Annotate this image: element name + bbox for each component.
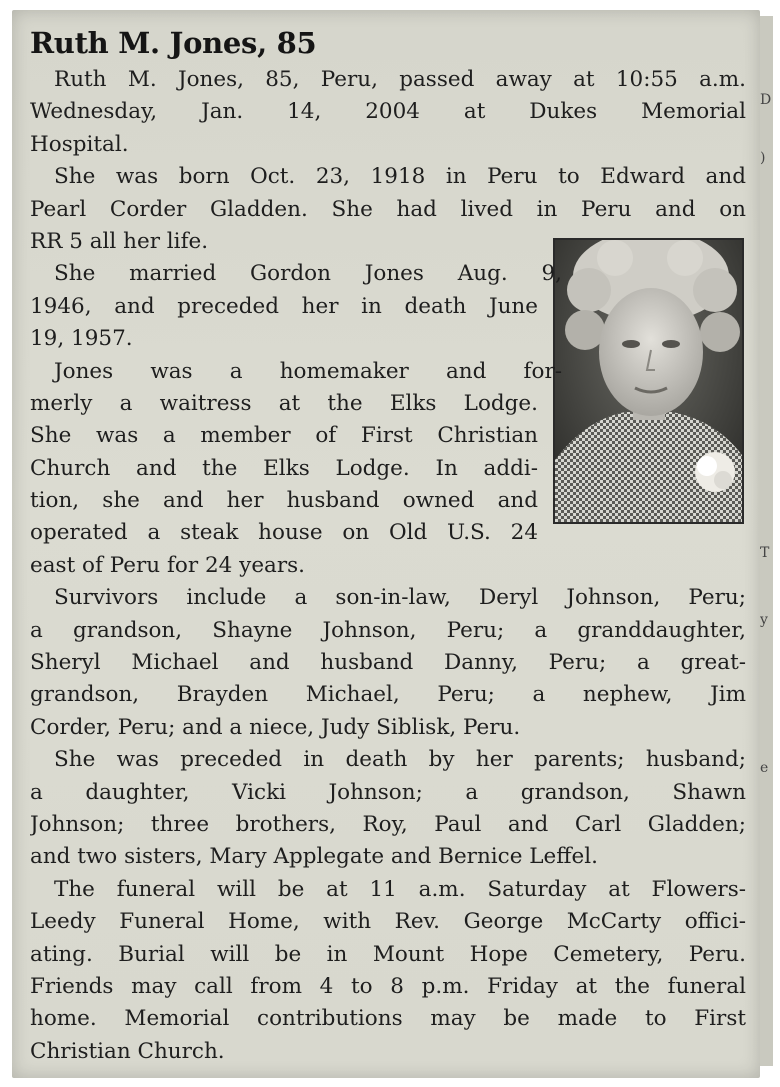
- text-line: tion, she and her husband owned and: [30, 488, 538, 514]
- text-line: Hospital.: [30, 131, 129, 157]
- text-line: Wednesday, Jan. 14, 2004 at Dukes Memorial: [30, 99, 746, 125]
- edge-fragment: e: [760, 760, 769, 776]
- text-line: and two sisters, Mary Applegate and Bernice Leffel.: [30, 844, 598, 870]
- edge-fragment: ): [760, 150, 766, 166]
- text-line: operated a steak house on Old U.S. 24: [30, 520, 538, 546]
- text-line: Sheryl Michael and husband Danny, Peru; a great-: [30, 650, 746, 676]
- text-line: Friends may call from 4 to 8 p.m. Friday at the funeral: [30, 973, 746, 999]
- text-line: ating. Burial will be in Mount Hope Cemetery, Peru.: [30, 941, 746, 967]
- text-line: home. Memorial contributions may be made to First: [30, 1006, 746, 1032]
- obituary-headline: Ruth M. Jones, 85: [30, 26, 317, 60]
- text-line: RR 5 all her life.: [30, 228, 209, 254]
- text-line: 1946, and preceded her in death June: [30, 293, 538, 319]
- text-line: Ruth M. Jones, 85, Peru, passed away at 10:55 a.m.: [54, 67, 746, 92]
- text-line: Survivors include a son-in-law, Deryl Johnson, Peru;: [54, 585, 746, 611]
- text-line: 19, 1957.: [30, 326, 133, 352]
- text-line: She married Gordon Jones Aug. 9,: [54, 261, 562, 287]
- obituary-body: [30, 64, 746, 1068]
- text-line: Jones was a homemaker and for-: [54, 358, 562, 384]
- text-line: Leedy Funeral Home, with Rev. George McCarty offici-: [30, 909, 746, 935]
- text-line: east of Peru for 24 years.: [30, 552, 306, 578]
- edge-fragment: D: [760, 92, 772, 108]
- text-line: merly a waitress at the Elks Lodge.: [30, 390, 538, 416]
- edge-fragment: T: [760, 545, 770, 561]
- text-line: Church and the Elks Lodge. In addi-: [30, 455, 538, 481]
- text-line: She was a member of First Christian: [30, 423, 538, 449]
- text-line: Corder, Peru; and a niece, Judy Siblisk, Peru.: [30, 714, 521, 740]
- text-line: Pearl Corder Gladden. She had lived in Peru and on: [30, 196, 746, 222]
- text-line: a daughter, Vicki Johnson; a grandson, Shawn: [30, 779, 746, 805]
- text-line: Johnson; three brothers, Roy, Paul and Carl Gladden;: [30, 811, 746, 837]
- text-line: She was preceded in death by her parents; husband;: [54, 747, 746, 773]
- text-line: The funeral will be at 11 a.m. Saturday at Flowers-: [54, 876, 746, 902]
- text-line: grandson, Brayden Michael, Peru; a nephew, Jim: [30, 682, 746, 708]
- text-line: Christian Church.: [30, 1038, 225, 1064]
- text-line: She was born Oct. 23, 1918 in Peru to Edward and: [54, 164, 746, 190]
- edge-fragment: y: [760, 612, 768, 628]
- text-line: a grandson, Shayne Johnson, Peru; a granddaughter,: [30, 617, 746, 643]
